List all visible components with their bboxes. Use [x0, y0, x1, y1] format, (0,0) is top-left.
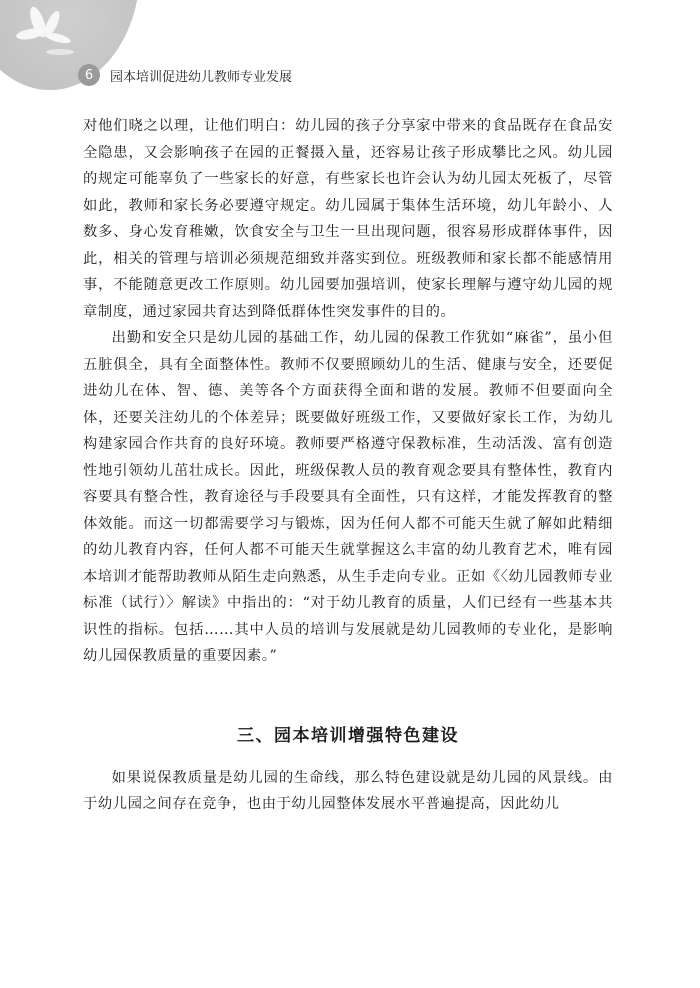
running-title: 园本培训促进幼儿教师专业发展: [110, 69, 293, 85]
page-body: [83, 113, 613, 818]
paragraph-1: 对他们晓之以理，让他们明白：幼儿园的孩子分享家中带来的食品既存在食品安全隐患，又会影响孩子在园的正餐摄入量，还容易让孩子形成攀比之风。幼儿园的规定可能辜负了一些家长的好意，有些家长也许会认为幼儿园太死板了，尽管如此，教师和家长务必要遵守规定。幼儿园属于集体生活环境，幼儿年龄小、人数多、身心发育稚嫩，饮食安全与卫生一旦出现问题，很容易形成群体事件，因此，相关的管理与培训必须规范细致并落实到位。班级教师和家长都不能感情用事，不能随意更改工作原则。幼儿园要加强培训，使家长理解与遵守幼儿园的规章制度，通过家园共育达到降低群体性突发事件的目的。: [83, 118, 613, 320]
paragraph-3: 如果说保教质量是幼儿园的生命线，那么特色建设就是幼儿园的风景线。由于幼儿园之间存在竞争，也由于幼儿园整体发展水平普遍提高，因此幼儿: [83, 769, 613, 812]
paragraph-2: 出勤和安全只是幼儿园的基础工作，幼儿园的保教工作犹如“麻雀”，虽小但五脏俱全，具有全面整体性。教师不仅要照顾幼儿的生活、健康与安全，还要促进幼儿在体、智、德、美等各个方面获得全面和谐的发展。教师不但要面向全体，还要关注幼儿的个体差异；既要做好班级工作，又要做好家长工作，为幼儿构建家园合作共育的良好环境。教师要严格遵守保教标准，生动活泼、富有创造性地引领幼儿茁壮成长。因此，班级保教人员的教育观念要具有整体性，教育内容要具有整合性，教育途径与手段要具有全面性，只有这样，才能发挥教育的整体效能。而这一切都需要学习与锻炼，因为任何人都不可能天生就了解如此精细的幼儿教育内容，任何人都不可能天生就掌握这么丰富的幼儿教育艺术，唯有园本培训才能帮助教师从陌生走向熟悉，从生手走向专业。正如《〈幼儿园教师专业标准（试行）〉解读》中指出的：“对于幼儿教育的质量，人们已经有一些基本共识性的指标。包括……其中人员的培训与发展就是幼儿园教师的专业化，是影响幼儿园保教质量的重要因素。”: [83, 330, 613, 664]
page-header: [78, 64, 292, 86]
page-number: 6: [78, 64, 100, 86]
section-heading: 三、园本培训增强特色建设: [237, 725, 459, 746]
